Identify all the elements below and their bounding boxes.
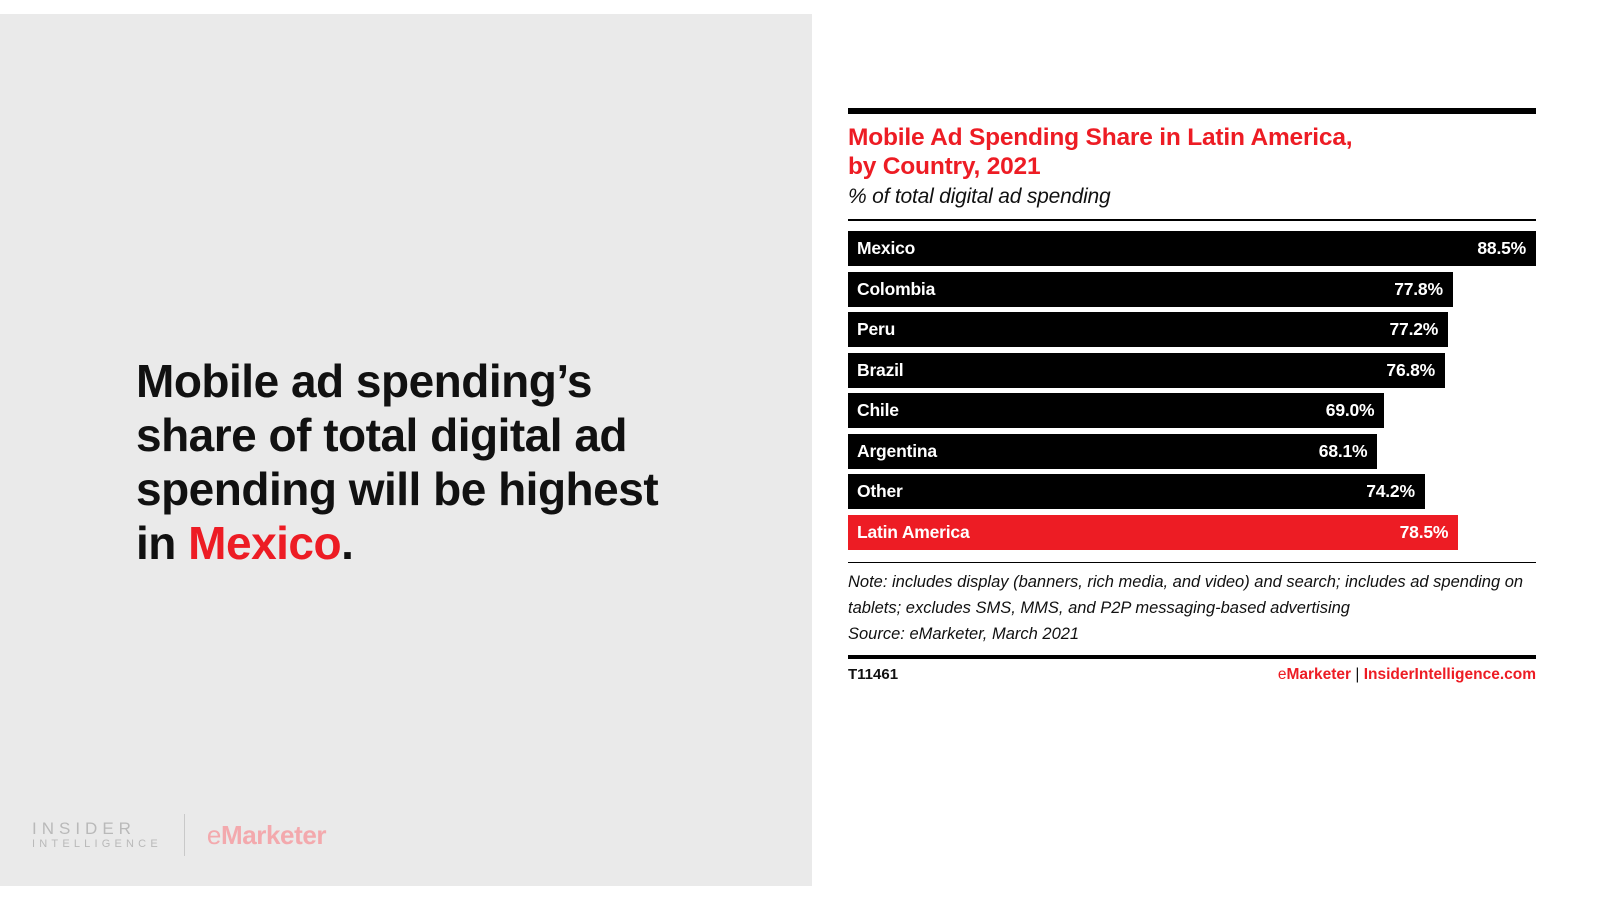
bar-row	[848, 272, 1536, 307]
brand-divider	[184, 814, 185, 856]
bar-chile	[848, 393, 1384, 428]
bar-row	[848, 515, 1536, 550]
title-rule	[848, 219, 1536, 221]
left-panel	[0, 14, 812, 886]
bottom-rule	[848, 655, 1536, 659]
emarketer-logo-e: e	[206, 819, 221, 850]
headline-accent: Mexico	[188, 517, 342, 569]
insider-intelligence-logo	[32, 819, 162, 851]
bar-row	[848, 474, 1536, 509]
bar-colombia	[848, 272, 1453, 307]
footer-site-link[interactable]: InsiderIntelligence.com	[1363, 666, 1536, 683]
emarketer-logo-name: Marketer	[220, 819, 327, 850]
bar-value: 77.8%	[1394, 278, 1443, 299]
bar-chart	[848, 231, 1536, 550]
emarketer-logo	[207, 820, 326, 851]
bar-other	[848, 474, 1425, 509]
bar-label: Other	[857, 481, 903, 501]
bar-row	[848, 434, 1536, 469]
chart-note: Note: includes display (banners, rich media, and video) and search; includes ad spending on tablets; excludes SMS, MMS, and P2P messaging-based advertising	[848, 573, 1524, 617]
headline-text-part1: Mobile ad spending’s share of total digital ad spending will be highest in	[136, 355, 659, 569]
headline-text-part2: .	[341, 517, 354, 569]
chart-subtitle: % of total digital ad spending	[848, 185, 1111, 208]
bar-value: 78.5%	[1399, 521, 1449, 542]
bar-row	[848, 231, 1536, 266]
chart-title-line2: by Country, 2021	[848, 153, 1041, 180]
note-rule	[848, 562, 1536, 564]
bar-row	[848, 393, 1536, 428]
brand-lockup	[32, 814, 326, 856]
bar-brazil	[848, 353, 1445, 388]
bar-value: 68.1%	[1318, 440, 1368, 461]
footer-separator: |	[1355, 666, 1360, 683]
bar-label: Mexico	[857, 238, 916, 258]
insider-logo-line2: INTELLIGENCE	[32, 838, 162, 851]
bar-label: Chile	[857, 400, 899, 420]
bar-label: Peru	[857, 319, 896, 339]
bar-value: 88.5%	[1477, 238, 1526, 258]
bar-value: 74.2%	[1366, 481, 1415, 501]
chart-card	[848, 108, 1536, 684]
bar-label: Colombia	[857, 278, 936, 299]
chart-title	[848, 123, 1536, 181]
footer-emarketer-name: Marketer	[1286, 666, 1352, 683]
right-panel	[812, 0, 1600, 900]
bar-label: Latin America	[857, 521, 970, 542]
headline	[136, 354, 696, 570]
bar-latin-america	[848, 515, 1458, 550]
footer-emarketer	[1278, 666, 1351, 683]
bar-peru	[848, 312, 1448, 347]
chart-source: Source: eMarketer, March 2021	[848, 625, 1080, 643]
insider-logo-line1: INSIDER	[32, 818, 136, 838]
bar-label: Brazil	[857, 359, 904, 380]
footer-emarketer-e: e	[1277, 666, 1287, 683]
bar-mexico	[848, 231, 1536, 266]
bar-value: 77.2%	[1389, 319, 1439, 339]
chart-title-line1: Mobile Ad Spending Share in Latin America,	[848, 124, 1353, 151]
bar-row	[848, 312, 1536, 347]
chart-footer	[848, 666, 1536, 684]
footer-attribution	[1278, 666, 1536, 684]
bar-value: 76.8%	[1386, 359, 1436, 380]
chart-id: T11461	[848, 666, 899, 683]
bar-value: 69.0%	[1325, 400, 1375, 420]
bar-label: Argentina	[857, 440, 937, 461]
top-rule	[848, 108, 1536, 114]
bar-argentina	[848, 434, 1377, 469]
bar-row	[848, 353, 1536, 388]
